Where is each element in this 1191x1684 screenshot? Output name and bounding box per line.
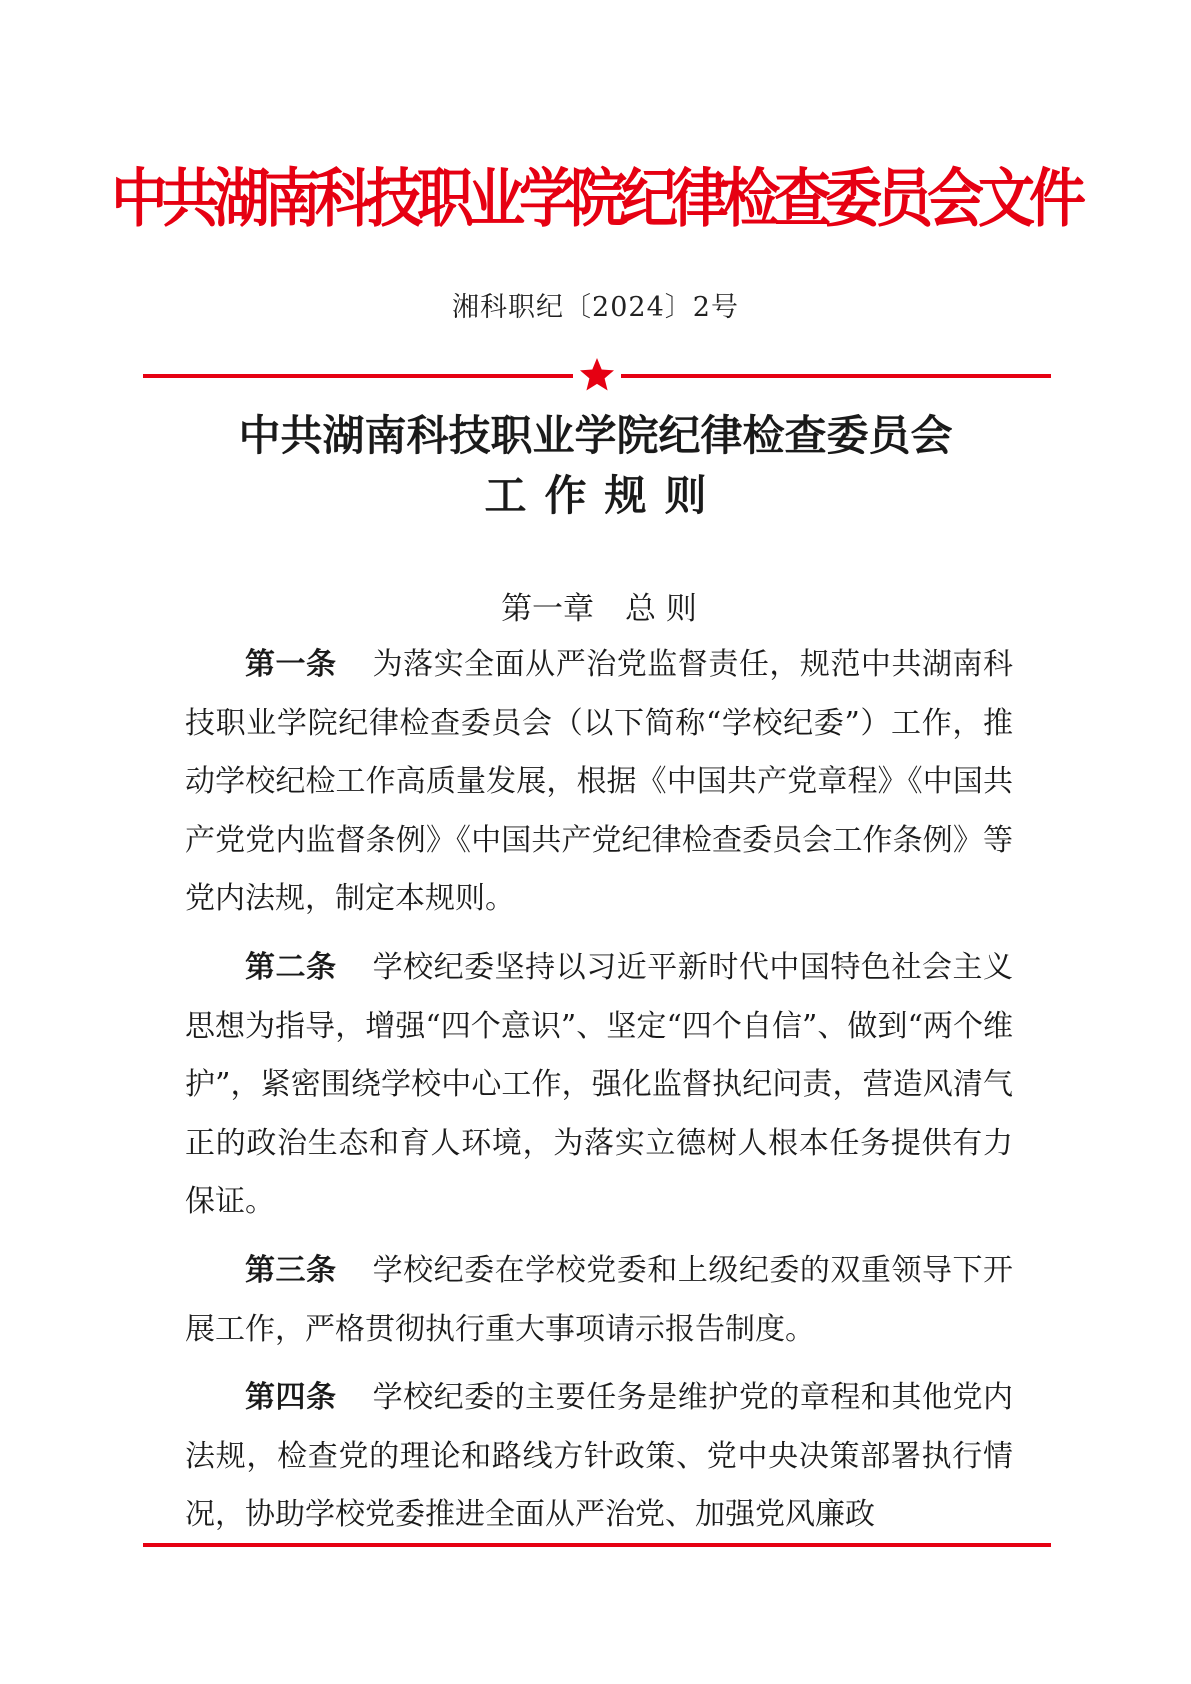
- separator-line-right: [621, 374, 1051, 378]
- separator-line-left: [143, 374, 573, 378]
- footer-rule: [143, 1543, 1051, 1547]
- article-text: 为落实全面从严治党监督责任，规范中共湖南科技职业学院纪律检查委员会（以下简称“学校纪委”）工作，推动学校纪检工作高质量发展，根据《中国共产党章程》《中国共产党党内监督条例》《中国共产党纪律检查委员会工作条例》等党内法规，制定本规则。: [185, 647, 1014, 917]
- star-icon: [580, 358, 614, 391]
- article-2: [185, 939, 1013, 1232]
- article-1: [185, 636, 1013, 929]
- article-number: 第二条: [245, 949, 337, 985]
- title-line-2: 工作规则: [484, 471, 725, 520]
- article-text: 学校纪委的主要任务是维护党的章程和其他党内法规，检查党的理论和路线方针政策、党中央决策部署执行情况，协助学校党委推进全面从严治党、加强党风廉政: [185, 1380, 1014, 1533]
- article-4: [185, 1369, 1013, 1545]
- document-body: [185, 584, 1013, 1555]
- article-text: 学校纪委坚持以习近平新时代中国特色社会主义思想为指导，增强“四个意识”、坚定“四个自信”、做到“两个维护”，紧密围绕学校中心工作，强化监督执纪问责，营造风清气正的政治生态和育人环境，为落实立德树人根本任务提供有力保证。: [185, 949, 1014, 1220]
- article-number: 第三条: [245, 1252, 337, 1288]
- article-text: 学校纪委在学校党委和上级纪委的双重领导下开展工作，严格贯彻执行重大事项请示报告制度。: [185, 1252, 1014, 1347]
- masthead-title: 中共湖南科技职业学院纪律检查委员会文件: [111, 162, 1080, 237]
- article-number: 第一条: [245, 647, 337, 682]
- article-number: 第四条: [245, 1380, 337, 1416]
- red-separator: [143, 356, 1051, 396]
- document-number: 湘科职纪〔2024〕2号: [452, 292, 739, 323]
- title-line-1: 中共湖南科技职业学院纪律检查委员会: [238, 411, 953, 460]
- article-3: [185, 1242, 1013, 1359]
- chapter-heading: 第一章 总 则: [501, 591, 697, 627]
- document-title: [0, 406, 1191, 526]
